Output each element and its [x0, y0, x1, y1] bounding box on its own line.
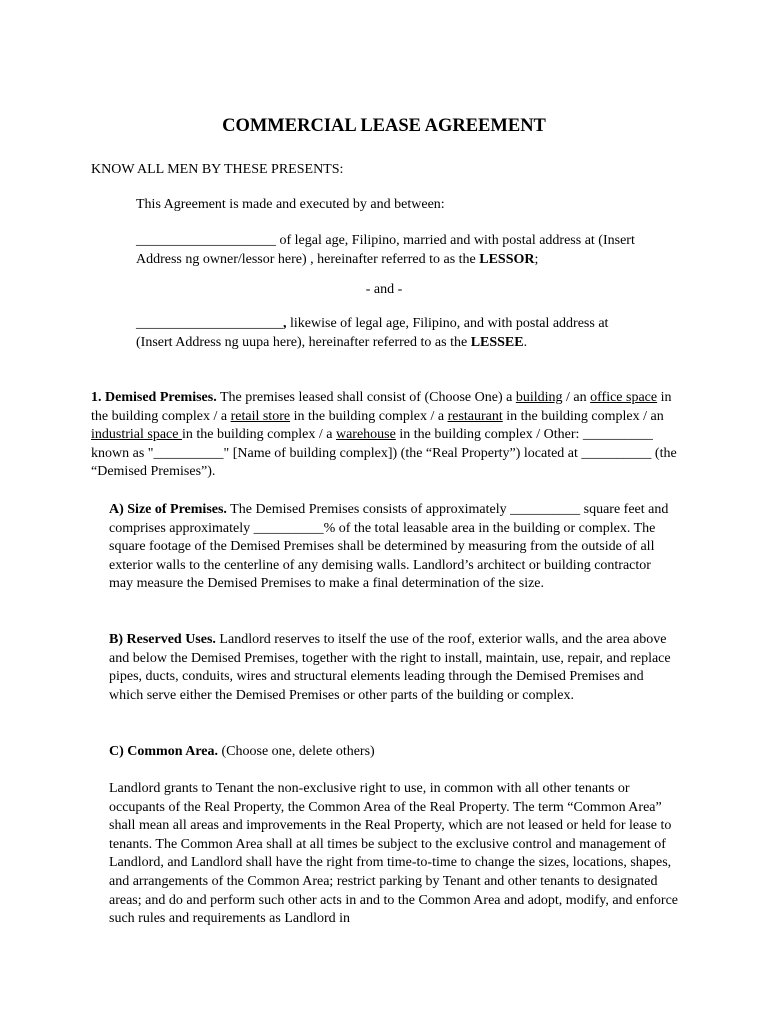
preamble: KNOW ALL MEN BY THESE PRESENTS:: [91, 162, 344, 177]
lessee-paragraph: [136, 315, 636, 352]
section-reserved-uses: [109, 631, 679, 705]
section-a-heading: A) Size of Premises.: [109, 502, 227, 517]
section-1-text: in the building complex / a: [290, 408, 448, 424]
option-building: building: [515, 390, 563, 405]
section-b-heading: B) Reserved Uses.: [109, 632, 216, 647]
section-1-text: in the building complex / a: [91, 390, 672, 424]
option-warehouse: warehouse: [335, 427, 396, 443]
document-title: COMMERCIAL LEASE AGREEMENT: [222, 116, 546, 136]
lessor-name-blank: ____________________: [136, 233, 276, 248]
section-common-area-heading-line: [109, 743, 375, 762]
lessor-text: of legal age, Filipino, married and with postal address at (Insert Address ng owner/lessor here) , hereinafter referred to as the: [136, 233, 635, 267]
lessee-role: LESSEE: [470, 334, 524, 350]
section-c-note: (Choose one, delete others): [218, 744, 375, 759]
option-restaurant: restaurant: [447, 408, 503, 424]
lessor-role: LESSOR: [479, 251, 535, 267]
lessee-name-blank: _____________________: [136, 316, 283, 331]
section-1-text: in the building complex / Other: __________ known as "__________" [Name of building complex]) (the “Real Property”) located at __________ (the “Demised Premises”).: [91, 427, 677, 480]
option-retail-store: retail store: [230, 408, 291, 424]
option-office-space: office space: [590, 390, 658, 405]
lessor-paragraph: [136, 232, 636, 269]
lessor-end: ;: [534, 251, 539, 267]
section-demised-premises: [91, 389, 681, 482]
lessee-comma: ,: [283, 316, 287, 331]
section-1-text: in the building complex / a: [181, 427, 336, 443]
lessee-end: .: [523, 334, 528, 350]
section-a-body: The Demised Premises consists of approximately __________ square feet and comprises approximately __________% of the total leasable area in the building or complex. The square footage of the Demised Premises shall be determined by measuring from the outside of all exterior walls to the centerline of any demising walls. Landlord’s architect or building contractor may measure the Demised Premises to make a final determination of the size.: [109, 502, 669, 592]
section-1-text: / an: [562, 390, 591, 405]
and-separator: - and -: [365, 282, 403, 297]
section-1-text: The premises leased shall consist of (Choose One) a: [216, 390, 516, 405]
section-size-of-premises: [109, 501, 669, 594]
section-common-area-body: Landlord grants to Tenant the non-exclusive right to use, in common with all other tenants or occupants of the Real Property, the Common Area of the Real Property. The term “Common Area” shall mean all areas and improvements in the Real Property, which are not leased or held for lease to tenants. The Common Area shall at all times be subject to the exclusive control and management of Landlord, and Landlord shall have the right from time-to-time to change the sizes, locations, shapes, and arrangements of the Common Area; restrict parking by Tenant and other tenants to designated areas; and do and perform such other acts in and to the Common Area and adopt, modify, and enforce such rules and requirements as Landlord in: [109, 781, 679, 927]
lessee-text: likewise of legal age, Filipino, and with postal address at (Insert Address ng uupa here), hereinafter referred to as the: [136, 316, 609, 350]
section-1-text: in the building complex / an: [502, 408, 664, 424]
option-industrial-space: industrial space: [91, 427, 182, 443]
section-b-body: Landlord reserves to itself the use of the roof, exterior walls, and the area above and below the Demised Premises, together with the right to install, maintain, use, repair, and replace pipes, ducts, conduits, wires and structural elements leading through the Demised Premises and which serve either the Demised Premises or other parts of the building or complex.: [109, 632, 671, 703]
section-c-heading: C) Common Area.: [109, 744, 219, 759]
section-1-heading: 1. Demised Premises.: [91, 390, 217, 405]
intro-paragraph: This Agreement is made and executed by and between:: [136, 197, 445, 212]
